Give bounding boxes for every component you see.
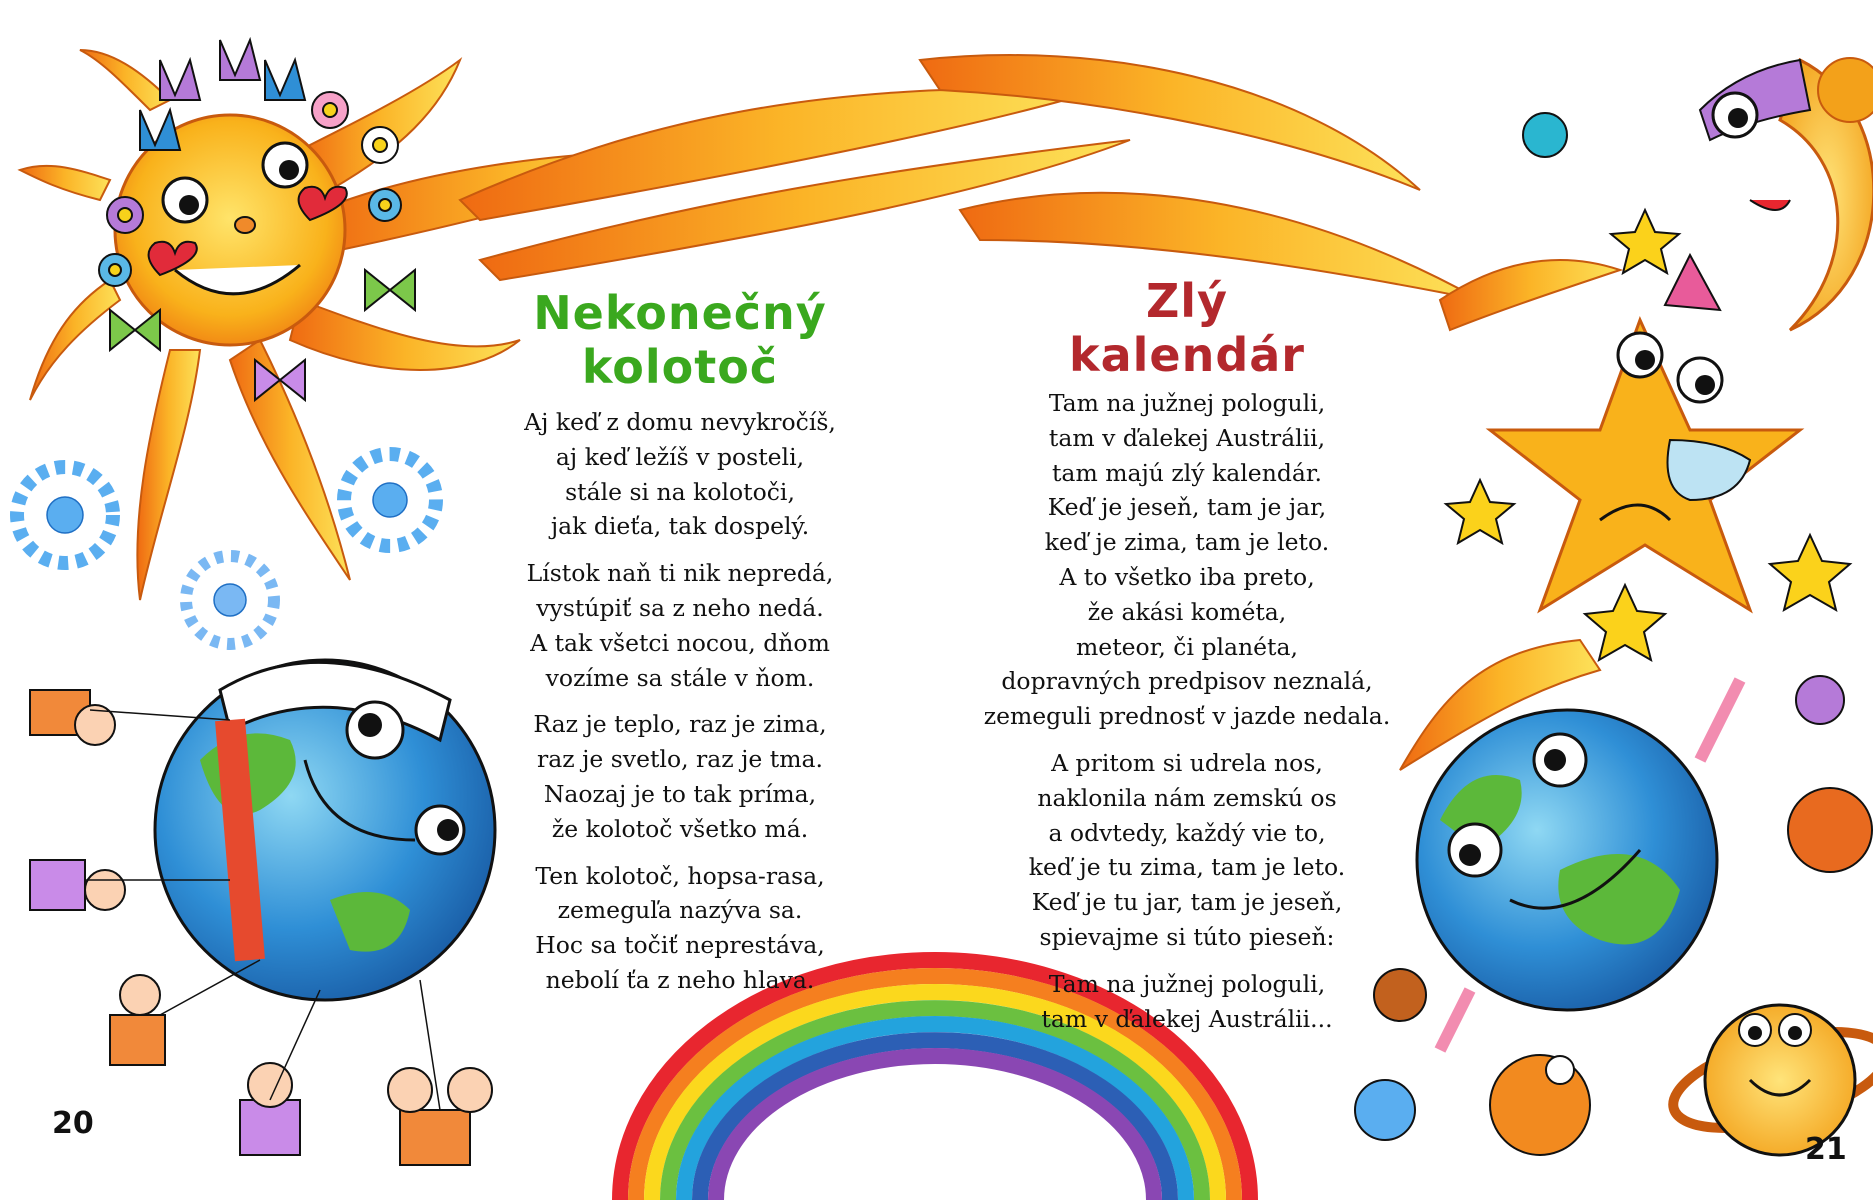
right-title-line: Zlý (1145, 274, 1229, 328)
right-poem (977, 386, 1397, 1048)
stanza (977, 746, 1397, 955)
poem-line: zemeguli prednosť v jazde nedala. (983, 702, 1391, 731)
poem-line: Tam na južnej pologuli, (1048, 389, 1326, 417)
poem-line: jak dieťa, tak dospelý. (550, 512, 810, 541)
poem-line: Aj keď z domu nevykročíš, (524, 408, 836, 436)
poem-line: Tam na južnej pologuli, (1048, 969, 1326, 998)
left-title (470, 286, 890, 394)
poem-line: nebolí ťa z neho hlava. (545, 965, 815, 994)
poem-line: a odvtedy, každý vie to, (1048, 818, 1326, 847)
poem-line: zemeguľa nazýva sa. (557, 896, 803, 925)
poem-line: spievajme si túto pieseň: (1039, 922, 1335, 951)
right-title-line: kalendár (1068, 328, 1305, 382)
poem-line: keď je zima, tam je leto. (1044, 528, 1330, 557)
poem-line: Keď je tu jar, tam je jeseň, (1031, 888, 1343, 917)
stanza (480, 556, 880, 695)
poem-line: že kolotoč všetko má. (551, 814, 809, 843)
left-title-line: kolotoč (581, 340, 779, 394)
poem-line: tam v ďalekej Austrálii... (1041, 1004, 1333, 1033)
poem-line: dopravných predpisov neznalá, (1001, 667, 1373, 696)
poem-line: Lístok naň ti nik nepredá, (526, 559, 834, 588)
poem-line: Naozaj je to tak príma, (543, 779, 817, 808)
page-number-left: 20 (52, 1106, 94, 1141)
poem-line: keď je tu zima, tam je leto. (1028, 853, 1346, 882)
poem-line: Ten kolotoč, hopsa-rasa, (535, 861, 825, 890)
page-number-right: 21 (1805, 1132, 1847, 1167)
poem-line: A tak všetci nocou, dňom (530, 628, 830, 657)
left-title-line: Nekonečný (533, 286, 827, 340)
left-poem (480, 405, 880, 1010)
poem-line: tam majú zlý kalendár. (1051, 458, 1323, 487)
poem-line: meteor, či planéta, (1076, 632, 1298, 661)
poem-line: A to všetko iba preto, (1059, 562, 1315, 591)
stanza (480, 405, 880, 544)
poem-line: aj keď ležíš v posteli, (555, 442, 805, 471)
stanza (480, 707, 880, 846)
poem-line: Hoc sa točiť neprestáva, (535, 931, 825, 960)
right-page (937, 0, 1873, 1200)
poem-line: vystúpiť sa z neho nedá. (536, 593, 824, 622)
poem-line: Raz je teplo, raz je zima, (533, 710, 827, 739)
poem-line: tam v ďalekej Austrálii, (1048, 423, 1326, 452)
left-page (0, 0, 936, 1200)
stanza (977, 386, 1397, 734)
poem-line: že akási kométa, (1087, 597, 1287, 626)
poem-line: stále si na kolotoči, (565, 477, 795, 506)
poem-line: raz je svetlo, raz je tma. (536, 745, 824, 774)
poem-line: naklonila nám zemskú os (1037, 783, 1337, 812)
poem-line: Keď je jeseň, tam je jar, (1047, 493, 1327, 522)
poem-line: A pritom si udrela nos, (1051, 748, 1323, 777)
stanza (977, 967, 1397, 1037)
poem-line: vozíme sa stále v ňom. (545, 663, 815, 692)
right-title (987, 274, 1387, 382)
stanza (480, 859, 880, 998)
